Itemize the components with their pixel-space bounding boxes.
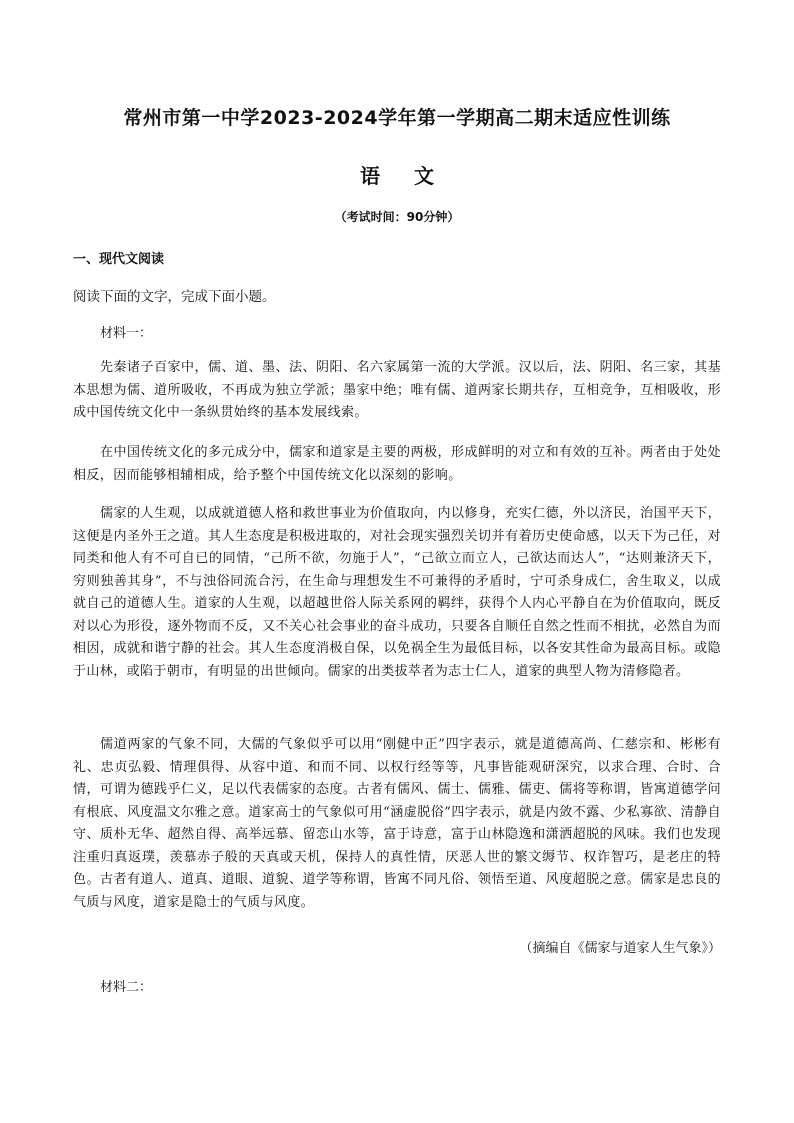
reading-instruction: 阅读下面的文字，完成下面小题。 <box>73 289 276 305</box>
subject-heading: 语文 <box>360 164 468 188</box>
page-title: 常州市第一中学2023-2024学年第一学期高二期末适应性训练 <box>123 107 671 129</box>
paragraph-3: 儒家的人生观，以成就道德人格和救世事业为价值取向，内以修身，充实仁德，外以济民，治国平天下，这便是内圣外王之道。其人生态度是积极进取的，对社会现实强烈关切并有着历史使命感，以天下为己任，对同类和他人有不可自已的同情，“己所不欲，勿施于人”，“己欲立而立人，己欲达而达人”，“达则兼济天下，穷则独善其身”，不与浊俗同流合污，在生命与理想发生不可兼得的矛盾时，宁可杀身成仁，舍生取义，以成就自己的道德人生。道家的人生观，以超越世俗人际关系网的羁绊，获得个人内心平静自在为价值取向，既反对以心为形役，逐外物而不反，又不关心社会事业的奋斗成功，只要各自顺任自然之性而不相扰，必然自为而相因，成就和谐宁静的社会。其人生态度消极自保，以免祸全生为最低目标，以各安其性命为最高目标。或隐于山林，或陷于朝市，有明显的出世倾向。儒家的出类拔萃者为志士仁人，道家的典型人物为清修隐者。 <box>73 506 721 679</box>
paragraph-1: 先秦诸子百家中，儒、道、墨、法、阴阳、名六家属第一流的大学派。汉以后，法、阴阳、名三家，其基本思想为儒、道所吸收，不再成为独立学派；墨家中绝；唯有儒、道两家长期共存，互相竞争，互相吸收，形成中国传统文化中一条纵贯始终的基本发展线索。 <box>73 360 721 420</box>
exam-time: （考试时间：90分钟） <box>334 210 460 224</box>
paragraph-4: 儒道两家的气象不同，大儒的气象似乎可以用“刚健中正”四字表示，就是道德高尚、仁慈宗和、彬彬有礼、忠贞弘毅、情理俱得、从容中道、和而不同、以权行经等等，凡事皆能观研深究，以求合理、合时、合情，可谓为德践乎仁义，足以代表儒家的态度。古者有儒风、儒士、儒雅、儒吏、儒将等称谓，皆寓道德学问有根底、风度温文尔雅之意。道家高士的气象似可用“涵虚脱俗”四字表示，就是内敛不露、少私寡欲、清静自守、质朴无华、超然自得、高举远慕、留恋山水等，富于诗意，富于山林隐逸和潇洒超脱的风味。我们也发现注重归真返璞，羡慕赤子般的天真或天机，保持人的真性情，厌恶人世的繁文缛节、权诈智巧，是老庄的特色。古者有道人、道真、道眼、道貌、道学等称谓，皆寓不同凡俗、领悟至道、风度超脱之意。儒家是忠良的气质与风度，道家是隐士的气质与风度。 <box>73 737 721 910</box>
paragraph-2: 在中国传统文化的多元成分中，儒家和道家是主要的两极，形成鲜明的对立和有效的互补。两者由于处处相反，因而能够相辅相成，给予整个中国传统文化以深刻的影响。 <box>73 445 721 483</box>
material-one-label: 材料一： <box>100 326 153 341</box>
section-heading: 一、现代文阅读 <box>73 252 165 267</box>
source-citation: （摘编自《儒家与道家人生气象》） <box>519 941 721 956</box>
material-two-label: 材料二： <box>100 980 153 995</box>
